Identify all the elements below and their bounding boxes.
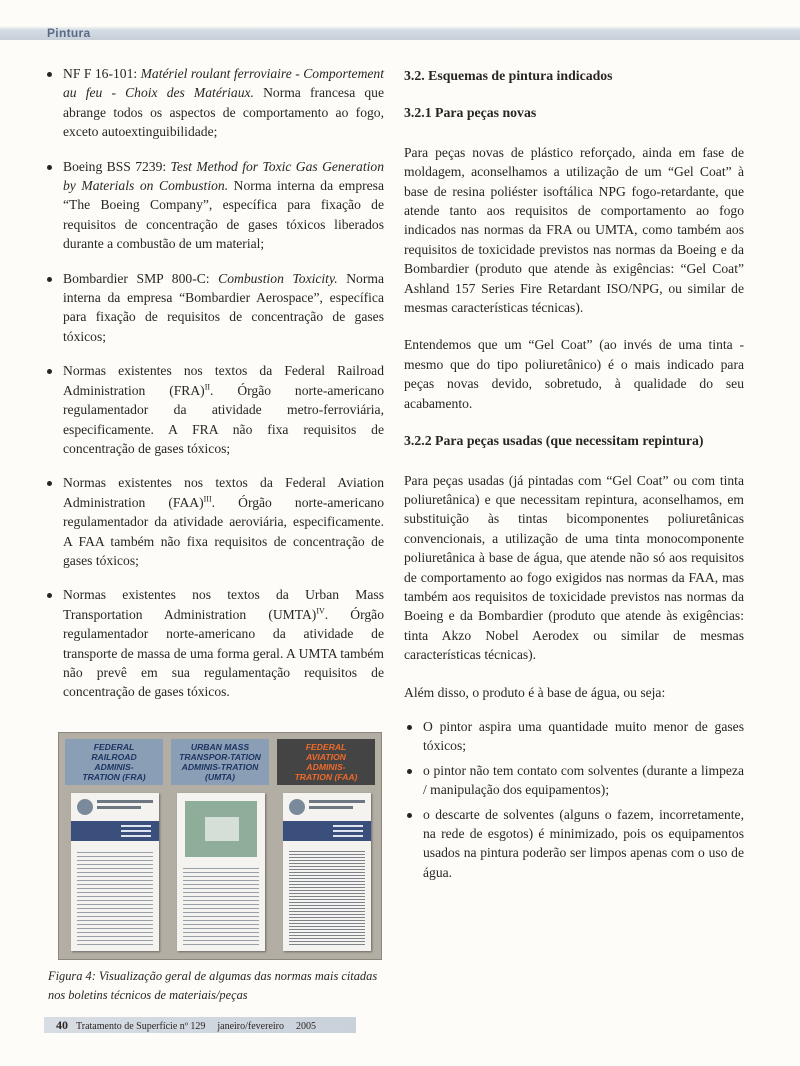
document-image-faa [283,793,371,951]
section-heading: 3.2. Esquemas de pintura indicados [404,68,613,83]
seal-icon [289,799,305,815]
document-image-umta [177,793,265,951]
figure-standards [58,732,382,960]
paragraph: Além disso, o produto é à base de água, ou seja: [404,684,666,700]
panel-heading-umta: URBAN MASS TRANSPOR-TATION ADMINIS-TRATION (UMTA) [171,739,269,785]
subsection-heading-used: 3.2.2 Para peças usadas (que necessitam repintura) [404,433,704,449]
standards-list [44,64,384,702]
figure-caption: Figura 4: Visualização geral de algumas das normas mais citadas nos boletins técnicos de materiais/peças [48,969,378,1002]
list-item: o pintor não tem contato com solventes (durante a limpeza / manipulação dos equipamentos); [404,761,744,800]
list-item: NF F 16-101: Matériel roulant ferroviaire - Comportement au feu - Choix des Matériaux. Norma francesa que abrange todos os aspectos de comportamento ao fogo, exceto autoextinguibilidade; [44,64,384,142]
paragraph: Entendemos que um “Gel Coat” (ao invés de uma tinta - mesmo que do tipo poliuretânico) é o mais indicado para peças novas devido, sobretudo, à qualidade do seu acabamento. [404,337,744,411]
paragraph: Para peças usadas (já pintadas com “Gel Coat” ou com tinta poliuretânica) e que necessitam repintura, aconselhamos, em substituição às tintas bicomponentes poliuretânicas convencionais, a utilização de uma tinta monocomponente poliuretânica à base de água, que atende não só aos requisitos de comportamento ao fogo exigidos nas normas da FAA, mas também aos requisitos de toxicidade previstos nas normas da Boeing e da Bombardier (produto que atende às exigências: tinta Akzo Nobel Aerodex ou similar de mesmas características técnicas). [404,472,744,663]
list-item: Normas existentes nos textos da Federal Aviation Administration (FAA)$^{III}$. Órgão norte-americano regulamentador da atividade aeroviária, especificamente. A FAA também não fixa requisitos de concentração de gases tóxicos; [44,473,384,570]
list-item: Bombardier SMP 800-C: Combustion Toxicity. Norma interna da empresa “Bombardier Aerospace”, específica para fixação de requisitos de concentração de gases tóxicos; [44,269,384,347]
issue-months: janeiro/fevereiro [217,1021,285,1032]
benefits-list [404,717,744,882]
seal-icon [77,799,93,815]
subsection-heading-new: 3.2.1 Para peças novas [404,105,537,121]
panel-heading-faa: FEDERAL AVIATION ADMINIS- TRATION (FAA) [277,739,375,785]
list-item: O pintor aspira uma quantidade muito menor de gases tóxicos; [404,717,744,756]
list-item: o descarte de solventes (alguns o fazem, incorretamente, na rede de esgotos) é minimizado, pois os equipamentos usados na pintura poderão ser limpos apenas com o uso de água. [404,805,744,883]
paragraph: Para peças novas de plástico reforçado, ainda em fase de moldagem, aconselhamos a utilização de um “Gel Coat” à base de resina poliéster isoftálica NPG fogo-retardante, que atende tanto aos requisitos de comportamento ao fogo indicados nas normas da FRA ou UMTA, como também aos requisitos de toxicidade previstos nas normas da Boeing e da Bombardier (produto que atende às exigências: “Gel Coat” Ashland 157 Series Fire Retardant ISO/NPG, ou similar de mesmas características técnicas). [404,144,744,316]
page-footer [44,1017,356,1033]
list-item: Normas existentes nos textos da Urban Mass Transportation Administration (UMTA)$^{IV}$. Órgão regulamentador norte-americano da atividade de transporte de massa de uma forma geral. A UMTA também não prevê em sua regulamentação requisitos de concentração de gases tóxicos. [44,585,384,701]
list-item: Boeing BSS 7239: Test Method for Toxic Gas Generation by Materials on Combustion. Norma interna da empresa “The Boeing Company”, específica para fixação de requisitos de concentração de gases tóxicos liberados durante a combustão de um material; [44,157,384,254]
section-name: Pintura [47,26,91,40]
panel-heading-fra: FEDERAL RAILROAD ADMINIS- TRATION (FRA) [65,739,163,785]
page-number: 40 [56,1018,68,1032]
right-column [404,64,744,887]
header-band [0,0,800,40]
left-column [44,64,384,717]
list-item: Normas existentes nos textos da Federal Railroad Administration (FRA)$^{II}$. Órgão norte-americano regulamentador da atividade metro-ferroviária, especificamente. A FRA não fixa requisitos de concentração de gases tóxicos; [44,361,384,458]
issue-year: 2005 [296,1021,317,1032]
magazine-name: Tratamento de Superfície nº 129 [76,1021,206,1032]
document-image-fra [71,793,159,951]
